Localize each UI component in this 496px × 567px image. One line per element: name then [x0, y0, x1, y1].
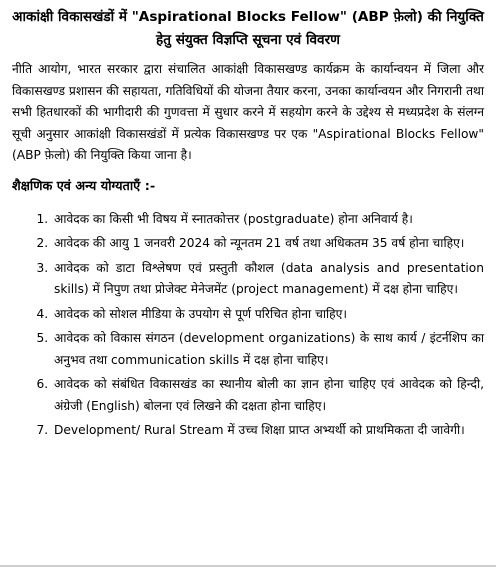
- list-item: 3. आवेदक को डाटा विश्लेषण एवं प्रस्तुती कौशल (data analysis and presentation skills) में निपुण तथा प्रोजेक्ट मेनेजमेंट (project management) में दक्ष होना चाहिए।: [52, 258, 484, 301]
- list-item: 2. आवेदक की आयु 1 जनवरी 2024 को न्यूनतम 21 वर्ष तथा अधिकतम 35 वर्ष होना चाहिए।: [52, 233, 484, 255]
- qualifications-list: [12, 209, 484, 442]
- list-item: 7. Development/ Rural Stream में उच्च शिक्षा प्राप्त अभ्यर्थी को प्राथमिकता दी जावेगी।: [52, 420, 484, 442]
- qualifications-heading: शैक्षणिक एवं अन्य योग्यताएँ :-: [12, 178, 156, 194]
- list-item: 6. आवेदक को संबंधित विकासखंड का स्थानीय बोली का ज्ञान होना चाहिए एवं आवेदक को हिन्दी, अंग्रेजी (English) बोलना एवं लिखने की दक्षता होना चाहिए।: [52, 374, 484, 417]
- document-title: [12, 6, 484, 52]
- list-item: 5. आवेदक को विकास संगठन (development organizations) के साथ कार्य / इंटर्नशिप का अनुभव तथा communication skills में दक्ष होना चाहिए।: [52, 328, 484, 371]
- intro-paragraph: नीति आयोग, भारत सरकार द्वारा संचालित आकांक्षी विकासखण्ड कार्यक्रम के कार्यान्वयन में जिला और विकासखण्ड प्रशासन की सहायता, गतिविधियों की योजना तैयार करना, उनका कार्यान्वयन और निगरानी तथा सभी हितधारकों की भागीदारी की गुणवत्ता में सुधार करने में सहयोग करने के उद्देश्य से मध्यप्रदेश के संलग्न सूची अनुसार आकांक्षी विकासखंडों में प्रत्येक विकासखण्ड पर एक "Aspirational Blocks Fellow" (ABP फ़ेलो) की नियुक्ति किया जाना है।: [12, 62, 484, 162]
- list-item: 4. आवेदक को सोशल मीडिया के उपयोग से पूर्ण परिचित होना चाहिए।: [52, 304, 484, 326]
- title-line-2: हेतु संयुक्त विज्ञप्ति सूचना एवं विवरण: [156, 32, 340, 48]
- title-line-1: आकांक्षी विकासखंडों में "Aspirational Blocks Fellow" (ABP फ़ेलो) की नियुक्ति: [12, 9, 484, 25]
- list-item: 1. आवेदक का किसी भी विषय में स्नातकोत्तर (postgraduate) होना अनिवार्य है।: [52, 209, 484, 231]
